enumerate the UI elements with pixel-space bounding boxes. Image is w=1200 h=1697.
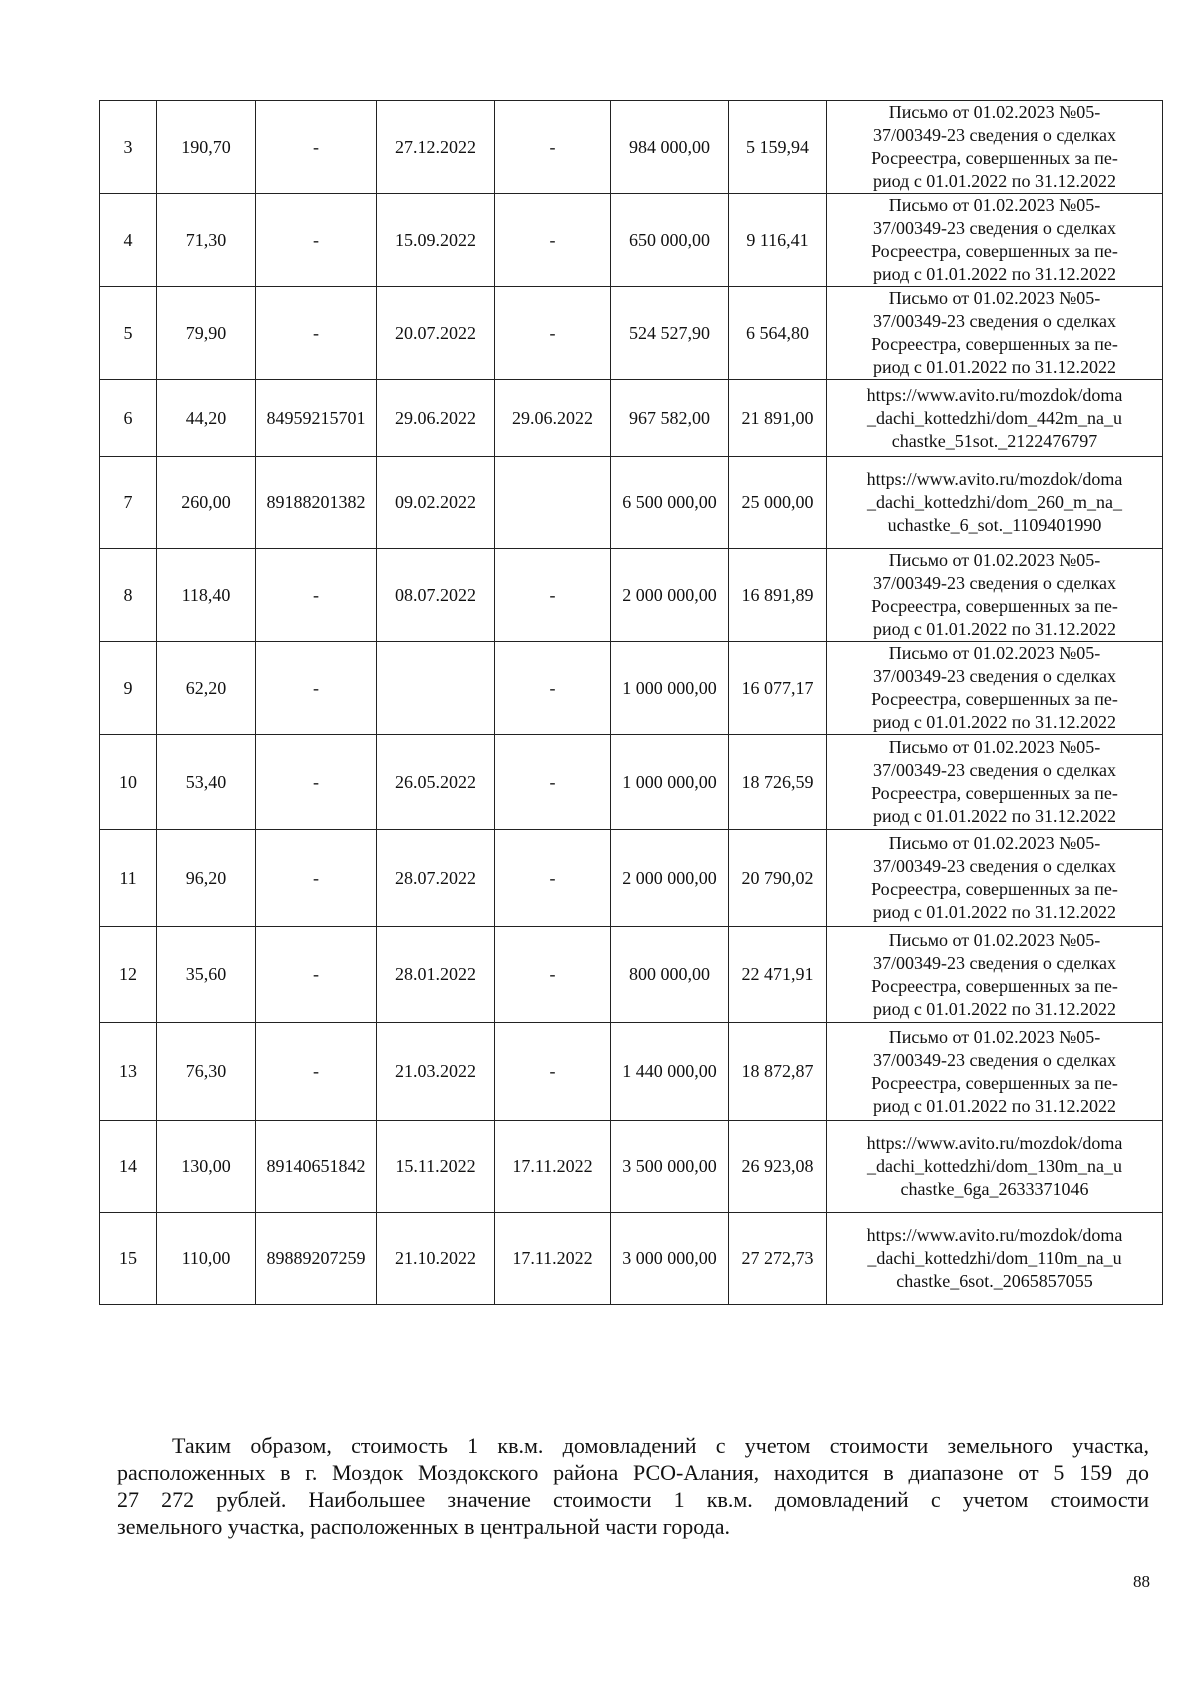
price-per-sqm-cell: 16 891,89 (729, 549, 827, 642)
price-per-sqm-cell: 22 471,91 (729, 927, 827, 1023)
row-number-cell: 6 (100, 380, 157, 457)
source-line: риод с 01.01.2022 по 31.12.2022 (873, 264, 1116, 284)
deal-date-cell: - (495, 549, 611, 642)
source-line: риод с 01.01.2022 по 31.12.2022 (873, 998, 1116, 1019)
area-cell: 96,20 (157, 830, 256, 927)
source-cell (827, 1213, 1163, 1305)
phone-cell: - (256, 927, 377, 1023)
source-line: 37/00349-23 сведения о сделках (873, 666, 1116, 686)
paragraph-line: расположенных в г. Моздок Моздокского района РСО-Алания, находится в диапазоне от 5 159 до (117, 1460, 1149, 1485)
area-cell: 110,00 (157, 1213, 256, 1305)
source-line: _dachi_kottedzhi/dom_130m_na_u (867, 1156, 1122, 1176)
source-line: 37/00349-23 сведения о сделках (873, 1049, 1116, 1070)
deal-date-cell: 17.11.2022 (495, 1213, 611, 1305)
source-line: _dachi_kottedzhi/dom_110m_na_u (867, 1248, 1122, 1268)
source-line: 37/00349-23 сведения о сделках (873, 311, 1116, 331)
price-cell: 984 000,00 (611, 101, 729, 194)
source-cell (827, 1121, 1163, 1213)
source-line: Росреестра, совершенных за пе- (871, 1072, 1118, 1093)
price-cell: 650 000,00 (611, 194, 729, 287)
row-number-cell: 12 (100, 927, 157, 1023)
row-number-cell: 8 (100, 549, 157, 642)
source-line: Росреестра, совершенных за пе- (871, 596, 1118, 616)
source-line: риод с 01.01.2022 по 31.12.2022 (873, 619, 1116, 639)
table-row (100, 457, 1163, 549)
deal-date-cell: - (495, 642, 611, 735)
price-per-sqm-cell: 25 000,00 (729, 457, 827, 549)
phone-cell: - (256, 287, 377, 380)
source-line: 37/00349-23 сведения о сделках (873, 952, 1116, 973)
row-number-cell: 4 (100, 194, 157, 287)
source-line: 37/00349-23 сведения о сделках (873, 856, 1116, 876)
offer-date-cell: 28.01.2022 (377, 927, 495, 1023)
source-line: 37/00349-23 сведения о сделках (873, 218, 1116, 238)
source-cell (827, 101, 1163, 194)
table-row (100, 735, 1163, 830)
phone-cell: - (256, 549, 377, 642)
source-line: Росреестра, совершенных за пе- (871, 783, 1118, 803)
price-cell: 800 000,00 (611, 927, 729, 1023)
source-line: https://www.avito.ru/mozdok/doma (866, 1225, 1123, 1245)
phone-cell: 89140651842 (256, 1121, 377, 1213)
source-line: chastke_51sot._2122476797 (891, 430, 1098, 451)
source-line: 37/00349-23 сведения о сделках (873, 573, 1116, 593)
area-cell: 76,30 (157, 1023, 256, 1121)
row-number-cell: 7 (100, 457, 157, 549)
row-number-cell: 11 (100, 830, 157, 927)
table-row (100, 1121, 1163, 1213)
deal-date-cell: 29.06.2022 (495, 380, 611, 457)
source-line: _dachi_kottedzhi/dom_442m_na_u (867, 407, 1122, 428)
offer-date-cell (377, 642, 495, 735)
offer-date-cell: 21.10.2022 (377, 1213, 495, 1305)
offer-date-cell: 21.03.2022 (377, 1023, 495, 1121)
source-line: uchastke_6_sot._1109401990 (887, 515, 1102, 535)
deal-date-cell: - (495, 101, 611, 194)
area-cell: 190,70 (157, 101, 256, 194)
source-line: Письмо от 01.02.2023 №05- (888, 643, 1101, 663)
source-line: Письмо от 01.02.2023 №05- (888, 288, 1101, 308)
phone-cell: - (256, 642, 377, 735)
deals-table-body (100, 101, 1163, 1305)
price-per-sqm-cell: 5 159,94 (729, 101, 827, 194)
price-per-sqm-cell: 20 790,02 (729, 830, 827, 927)
deal-date-cell: - (495, 194, 611, 287)
price-per-sqm-cell: 27 272,73 (729, 1213, 827, 1305)
row-number-cell: 5 (100, 287, 157, 380)
row-number-cell: 14 (100, 1121, 157, 1213)
deal-date-cell: - (495, 735, 611, 830)
phone-cell: 84959215701 (256, 380, 377, 457)
conclusion-paragraph (117, 1432, 1149, 1540)
row-number-cell: 3 (100, 101, 157, 194)
source-line: 37/00349-23 сведения о сделках (873, 760, 1116, 780)
source-line: риод с 01.01.2022 по 31.12.2022 (873, 357, 1116, 377)
offer-date-cell: 28.07.2022 (377, 830, 495, 927)
source-line: 37/00349-23 сведения о сделках (873, 125, 1116, 145)
deal-date-cell: - (495, 830, 611, 927)
source-cell (827, 457, 1163, 549)
area-cell: 118,40 (157, 549, 256, 642)
table-row (100, 642, 1163, 735)
source-line: Росреестра, совершенных за пе- (871, 879, 1118, 899)
price-cell: 2 000 000,00 (611, 549, 729, 642)
source-line: риод с 01.01.2022 по 31.12.2022 (873, 712, 1116, 732)
source-line: Росреестра, совершенных за пе- (871, 148, 1118, 168)
deal-date-cell: - (495, 927, 611, 1023)
source-line: chastke_6sot._2065857055 (896, 1271, 1093, 1291)
phone-cell: - (256, 1023, 377, 1121)
phone-cell: 89188201382 (256, 457, 377, 549)
price-per-sqm-cell: 21 891,00 (729, 380, 827, 457)
row-number-cell: 9 (100, 642, 157, 735)
area-cell: 62,20 (157, 642, 256, 735)
table-row (100, 287, 1163, 380)
source-line: Письмо от 01.02.2023 №05- (888, 833, 1101, 853)
source-line: Письмо от 01.02.2023 №05- (888, 1026, 1101, 1047)
price-cell: 524 527,90 (611, 287, 729, 380)
offer-date-cell: 09.02.2022 (377, 457, 495, 549)
area-cell: 71,30 (157, 194, 256, 287)
source-cell (827, 549, 1163, 642)
area-cell: 35,60 (157, 927, 256, 1023)
table-row (100, 194, 1163, 287)
price-per-sqm-cell: 26 923,08 (729, 1121, 827, 1213)
source-line: риод с 01.01.2022 по 31.12.2022 (873, 1095, 1116, 1116)
area-cell: 44,20 (157, 380, 256, 457)
price-cell: 3 500 000,00 (611, 1121, 729, 1213)
price-cell: 1 000 000,00 (611, 642, 729, 735)
price-cell: 3 000 000,00 (611, 1213, 729, 1305)
offer-date-cell: 15.09.2022 (377, 194, 495, 287)
price-per-sqm-cell: 16 077,17 (729, 642, 827, 735)
table-row (100, 101, 1163, 194)
deal-date-cell: - (495, 1023, 611, 1121)
source-line: риод с 01.01.2022 по 31.12.2022 (873, 171, 1116, 191)
source-line: Росреестра, совершенных за пе- (871, 689, 1118, 709)
price-per-sqm-cell: 18 872,87 (729, 1023, 827, 1121)
source-cell (827, 1023, 1163, 1121)
paragraph-line: Таким образом, стоимость 1 кв.м. домовладений с учетом стоимости земельного участка, (172, 1433, 1149, 1458)
price-cell: 6 500 000,00 (611, 457, 729, 549)
price-cell: 967 582,00 (611, 380, 729, 457)
phone-cell: - (256, 735, 377, 830)
row-number-cell: 13 (100, 1023, 157, 1121)
source-line: https://www.avito.ru/mozdok/doma (866, 384, 1123, 405)
row-number-cell: 15 (100, 1213, 157, 1305)
source-cell (827, 735, 1163, 830)
source-line: риод с 01.01.2022 по 31.12.2022 (873, 806, 1116, 826)
source-cell (827, 927, 1163, 1023)
area-cell: 53,40 (157, 735, 256, 830)
table-row (100, 1213, 1163, 1305)
source-line: Росреестра, совершенных за пе- (871, 975, 1118, 996)
source-line: риод с 01.01.2022 по 31.12.2022 (873, 902, 1116, 922)
price-cell: 1 440 000,00 (611, 1023, 729, 1121)
offer-date-cell: 26.05.2022 (377, 735, 495, 830)
source-cell (827, 380, 1163, 457)
phone-cell: - (256, 101, 377, 194)
offer-date-cell: 15.11.2022 (377, 1121, 495, 1213)
price-per-sqm-cell: 9 116,41 (729, 194, 827, 287)
table-row (100, 830, 1163, 927)
area-cell: 130,00 (157, 1121, 256, 1213)
source-line: Письмо от 01.02.2023 №05- (888, 929, 1101, 950)
deal-date-cell: 17.11.2022 (495, 1121, 611, 1213)
offer-date-cell: 29.06.2022 (377, 380, 495, 457)
offer-date-cell: 27.12.2022 (377, 101, 495, 194)
paragraph-line: 27 272 рублей. Наибольшее значение стоимости 1 кв.м. домовладений с учетом стоимости (117, 1487, 1149, 1512)
offer-date-cell: 20.07.2022 (377, 287, 495, 380)
table-row (100, 927, 1163, 1023)
source-line: Письмо от 01.02.2023 №05- (888, 737, 1101, 757)
area-cell: 79,90 (157, 287, 256, 380)
source-line: Письмо от 01.02.2023 №05- (888, 550, 1101, 570)
paragraph-line: земельного участка, расположенных в центральной части города. (117, 1514, 731, 1539)
phone-cell: - (256, 830, 377, 927)
source-cell (827, 830, 1163, 927)
phone-cell: 89889207259 (256, 1213, 377, 1305)
page-number: 88 (1133, 1572, 1150, 1591)
table-row (100, 1023, 1163, 1121)
source-line: Росреестра, совершенных за пе- (871, 334, 1118, 354)
price-per-sqm-cell: 6 564,80 (729, 287, 827, 380)
price-cell: 2 000 000,00 (611, 830, 729, 927)
price-per-sqm-cell: 18 726,59 (729, 735, 827, 830)
source-line: Письмо от 01.02.2023 №05- (888, 102, 1101, 122)
table-row (100, 549, 1163, 642)
source-line: Письмо от 01.02.2023 №05- (888, 195, 1101, 215)
price-cell: 1 000 000,00 (611, 735, 729, 830)
deal-date-cell (495, 457, 611, 549)
area-cell: 260,00 (157, 457, 256, 549)
source-line: https://www.avito.ru/mozdok/doma (866, 469, 1123, 489)
source-line: https://www.avito.ru/mozdok/doma (866, 1133, 1123, 1153)
table-row (100, 380, 1163, 457)
phone-cell: - (256, 194, 377, 287)
deals-table (99, 100, 1163, 1305)
source-cell (827, 642, 1163, 735)
row-number-cell: 10 (100, 735, 157, 830)
deal-date-cell: - (495, 287, 611, 380)
source-line: Росреестра, совершенных за пе- (871, 241, 1118, 261)
source-cell (827, 194, 1163, 287)
offer-date-cell: 08.07.2022 (377, 549, 495, 642)
source-cell (827, 287, 1163, 380)
source-line: chastke_6ga_2633371046 (900, 1179, 1089, 1199)
source-line: _dachi_kottedzhi/dom_260_m_na_ (867, 492, 1122, 512)
